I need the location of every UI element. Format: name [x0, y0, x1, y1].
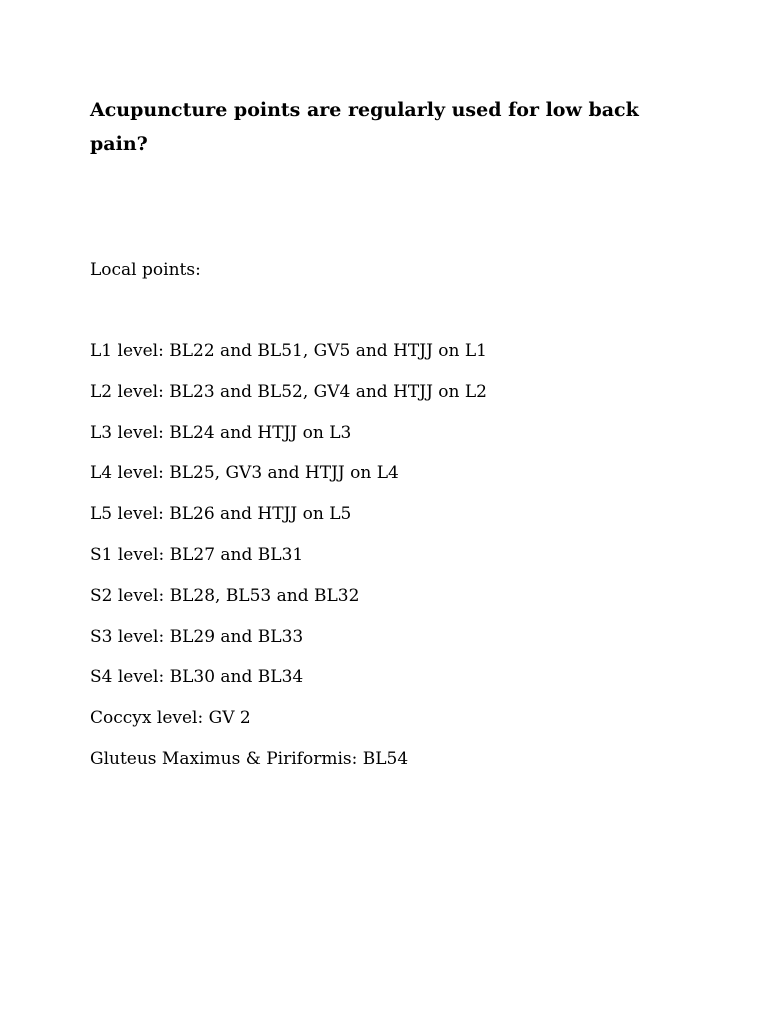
list-item: Coccyx level: GV 2	[90, 708, 251, 729]
list-item: S4 level: BL30 and BL34	[90, 667, 304, 688]
list-item: L5 level: BL26 and HTJJ on L5	[90, 504, 352, 525]
document-title: Acupuncture points are regularly used for low back pain?	[90, 99, 639, 155]
acupuncture-levels-list	[90, 339, 487, 788]
list-item: Gluteus Maximus & Piriformis: BL54	[90, 748, 409, 769]
list-item: L3 level: BL24 and HTJJ on L3	[90, 422, 352, 443]
list-item: S1 level: BL27 and BL31	[90, 544, 304, 565]
list-item: L4 level: BL25, GV3 and HTJJ on L4	[90, 463, 399, 484]
list-item: L1 level: BL22 and BL51, GV5 and HTJJ on L1	[90, 341, 487, 361]
list-item: L2 level: BL23 and BL52, GV4 and HTJJ on L2	[90, 381, 487, 402]
section-label: Local points:	[90, 260, 201, 280]
list-item: S3 level: BL29 and BL33	[90, 626, 304, 647]
list-item: S2 level: BL28, BL53 and BL32	[90, 585, 360, 606]
